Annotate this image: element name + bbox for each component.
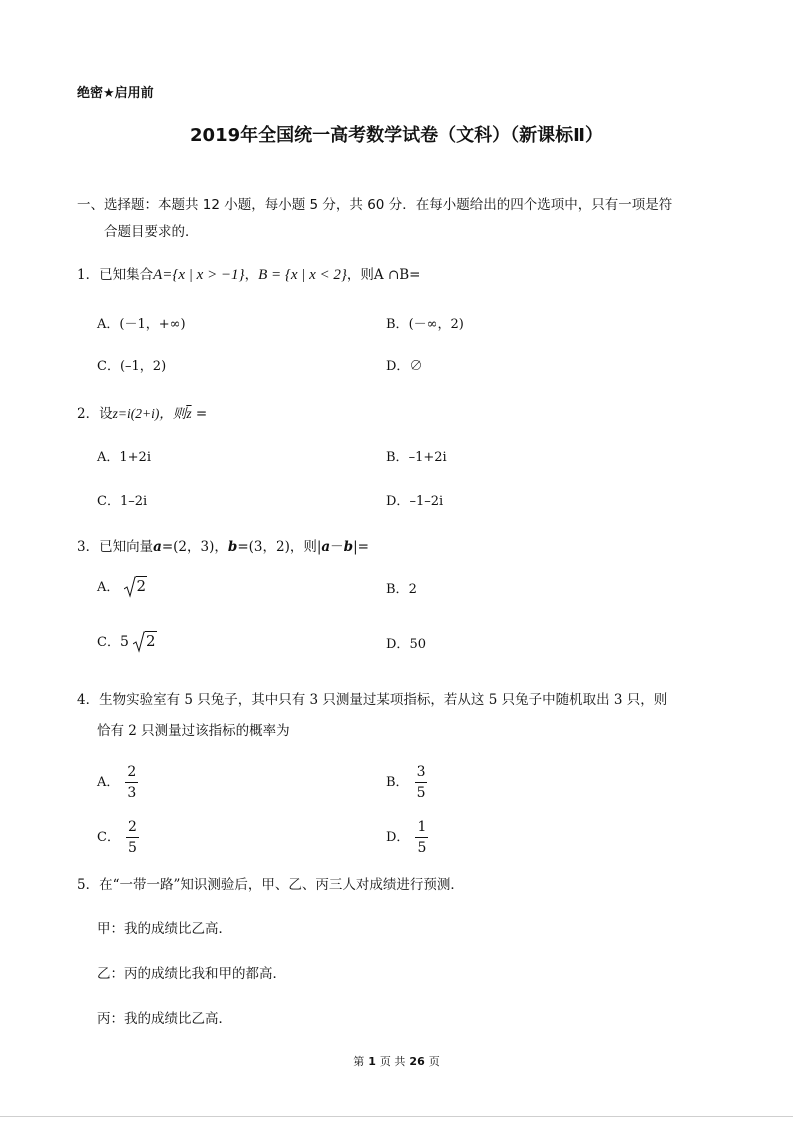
option-label: A． <box>97 775 120 790</box>
question-1-option-a <box>97 313 186 332</box>
secret-label: 绝密★启用前 <box>77 86 154 101</box>
question-2-option-d <box>386 490 443 509</box>
option-text: 50 <box>409 637 426 652</box>
question-1-number: 1． <box>77 267 100 283</box>
option-label: A． <box>97 317 120 332</box>
option-label: A． <box>97 580 120 595</box>
question-1-tail: ，则A ∩B= <box>346 267 421 283</box>
question-2-option-a <box>97 446 151 465</box>
option-label: C． <box>97 494 120 509</box>
coefficient: 5 <box>119 634 129 650</box>
fraction <box>126 818 139 857</box>
question-3-option-c <box>97 631 157 653</box>
option-label: B． <box>386 775 409 790</box>
question-4-option-b <box>386 763 427 802</box>
option-text: (－∞，2) <box>408 317 464 332</box>
question-1-option-d <box>386 355 422 374</box>
question-4-option-d <box>386 818 428 857</box>
question-2-option-b <box>386 446 447 465</box>
question-3-number: 3． <box>77 539 100 555</box>
option-label: B． <box>386 582 409 597</box>
fraction <box>125 763 138 802</box>
option-label: B． <box>386 317 409 332</box>
radical-sign-icon <box>124 576 136 598</box>
z-conjugate: $\overline{z}$ <box>186 406 192 421</box>
section-heading: 一、选择题： <box>77 197 158 213</box>
fraction <box>415 818 428 857</box>
option-text: 1–2i <box>119 494 148 509</box>
set-a: A={x | x > −1} <box>153 267 245 283</box>
question-4-option-c <box>97 818 139 857</box>
diff-b: b <box>343 539 354 555</box>
option-text: (–1，2) <box>119 359 167 374</box>
option-label: D． <box>386 359 410 374</box>
question-5-number: 5． <box>77 877 100 893</box>
denominator: 5 <box>416 785 426 801</box>
radical-sign-icon <box>133 631 145 653</box>
vector-b-value: =(3，2)，则| <box>237 539 322 555</box>
option-text: –1+2i <box>408 450 447 465</box>
option-text: ∅ <box>409 359 423 374</box>
denominator: 3 <box>127 785 137 801</box>
question-4-option-a <box>97 763 138 802</box>
question-4-stem-line2: 恰有 2 只测量过该指标的概率为 <box>97 723 290 739</box>
question-5-text: 在“一带一路”知识测验后，甲、乙、丙三人对成绩进行预测． <box>99 877 464 893</box>
question-3-option-b <box>386 578 417 597</box>
option-label: D． <box>386 637 410 652</box>
denominator: 5 <box>417 840 427 856</box>
question-3-lead: 已知向量 <box>99 539 154 555</box>
question-3-option-a <box>97 576 147 598</box>
statement-jia: 甲：我的成绩比乙高． <box>97 921 232 937</box>
option-label: A． <box>97 450 120 465</box>
numerator: 2 <box>126 818 139 838</box>
page-number: 1 <box>368 1055 376 1068</box>
question-2-lead: 设 <box>99 406 113 422</box>
question-2-number: 2． <box>77 406 100 422</box>
option-label: C． <box>97 359 120 374</box>
question-1-option-c <box>97 355 166 374</box>
option-label: D． <box>386 494 410 509</box>
question-5-stem <box>77 873 464 893</box>
vector-b: b <box>227 539 238 555</box>
option-label: C． <box>97 830 120 845</box>
statement-bing: 丙：我的成绩比乙高． <box>97 1011 232 1027</box>
question-2-option-c <box>97 490 147 509</box>
numerator: 2 <box>125 763 138 783</box>
footer-mid: 页 共 <box>379 1055 406 1068</box>
option-text: (－1，+∞) <box>119 317 186 332</box>
set-b: B = {x | x < 2} <box>258 267 347 283</box>
footer-suffix: 页 <box>428 1055 440 1068</box>
question-3-stem <box>77 535 369 555</box>
diff-minus: － <box>330 539 344 555</box>
denominator: 5 <box>127 840 137 856</box>
question-2-expr: z=i(2+i)，则 <box>112 406 187 421</box>
question-3-option-d <box>386 633 426 652</box>
page-title: 2019年全国统一高考数学试卷（文科）（新课标Ⅱ） <box>190 125 603 146</box>
sqrt-expression <box>133 631 157 653</box>
option-label: B． <box>386 450 409 465</box>
question-1-lead: 已知集合 <box>99 267 154 283</box>
option-label: D． <box>386 830 410 845</box>
section-intro <box>77 193 672 213</box>
diff-a: a <box>321 539 331 555</box>
question-1-option-b <box>386 313 464 332</box>
footer-prefix: 第 <box>353 1055 365 1068</box>
question-1-sep: ， <box>244 267 259 283</box>
question-1-stem <box>77 263 421 284</box>
question-3-tail: |= <box>353 539 369 555</box>
page-footer <box>0 1053 793 1069</box>
numerator: 3 <box>415 763 428 783</box>
bottom-divider <box>0 1116 793 1117</box>
option-text: 1+2i <box>119 450 151 465</box>
fraction <box>415 763 428 802</box>
question-4-number: 4． <box>77 692 100 708</box>
numerator: 1 <box>415 818 428 838</box>
radicand: 2 <box>146 632 156 650</box>
question-2-stem <box>77 402 207 422</box>
total-pages: 26 <box>409 1055 425 1068</box>
question-2-tail: = <box>191 406 208 422</box>
radicand: 2 <box>136 577 147 595</box>
question-4-stem-line1 <box>77 688 667 708</box>
question-4-text: 生物实验室有 5 只兔子，其中只有 3 只测量过某项指标，若从这 5 只兔子中随机取出 3 只，则 <box>99 692 668 708</box>
section-intro-line2: 合题目要求的． <box>104 224 199 240</box>
section-intro-line1: 本题共 12 小题，每小题 5 分，共 60 分．在每小题给出的四个选项中，只有一项是符 <box>158 197 673 213</box>
option-label: C． <box>97 635 120 650</box>
vector-a: a <box>153 539 162 555</box>
statement-yi: 乙：丙的成绩比我和甲的都高． <box>97 966 286 982</box>
option-text: 2 <box>408 582 417 597</box>
sqrt-expression <box>124 576 148 598</box>
option-text: –1–2i <box>409 494 444 509</box>
vector-a-value: =(2，3)， <box>161 539 228 555</box>
